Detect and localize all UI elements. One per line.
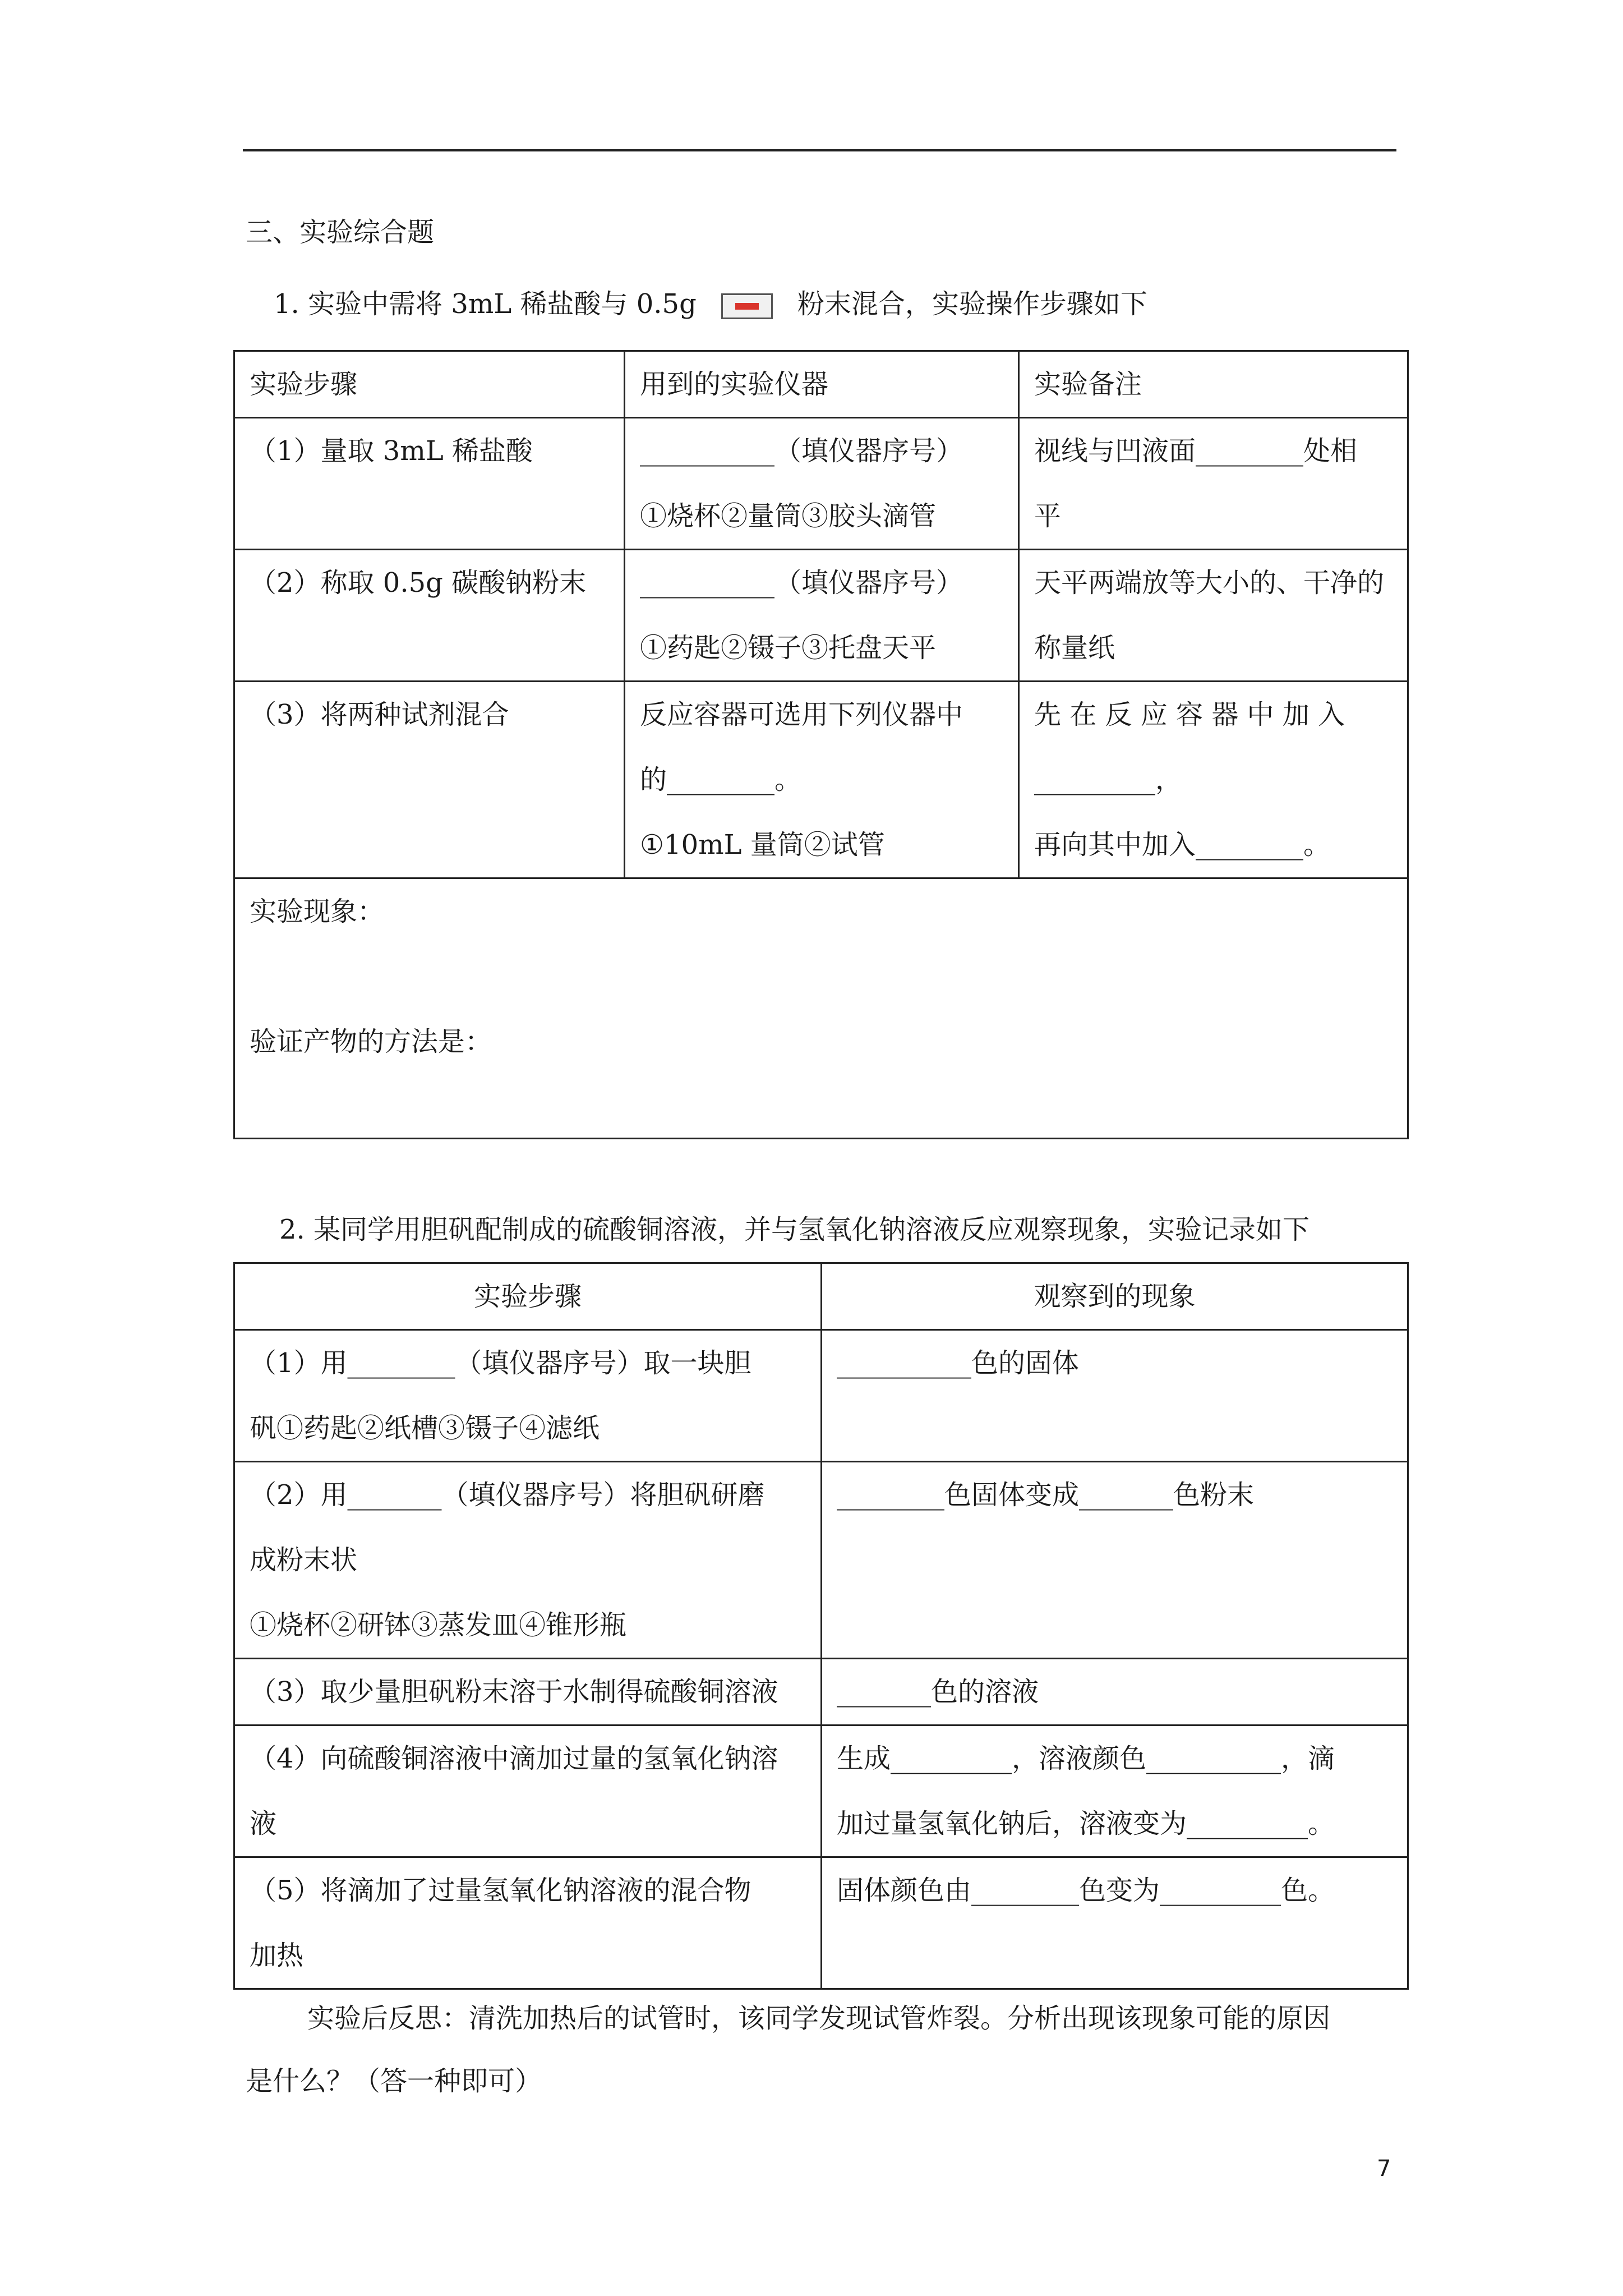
q2-intro: 2. 某同学用胆矾配制成的硫酸铜溶液，并与氢氧化钠溶液反应观察现象，实验记录如下 xyxy=(279,1214,1310,1245)
q1-header-step: 实验步骤 xyxy=(234,351,625,418)
q2-step-5-line-1: （5）将滴加了过量氢氧化钠溶液的混合物 xyxy=(250,1875,751,1906)
q1-instrument-3-line-2: 的________。 xyxy=(640,764,802,795)
q1-instrument-2-line-1: __________（填仪器序号） xyxy=(640,567,963,599)
q1-step-2 xyxy=(234,550,625,682)
q2-step-1 xyxy=(234,1330,822,1462)
q1-phenomenon-blank xyxy=(250,944,1393,1009)
table-row xyxy=(234,1659,1408,1726)
q1-note-2-line-1: 天平两端放等大小的、干净的 xyxy=(1034,567,1385,599)
q1-intro-after: 粉末混合，实验操作步骤如下 xyxy=(797,288,1147,320)
q2-step-3 xyxy=(234,1659,822,1726)
broken-image-icon xyxy=(721,293,773,319)
q2-observation-5-line-1: 固体颜色由________色变为_________色。 xyxy=(837,1875,1335,1906)
q2-observation-1-line-1: __________色的固体 xyxy=(837,1347,1080,1379)
q2-header-row xyxy=(234,1263,1408,1330)
q2-step-4 xyxy=(234,1726,822,1857)
q2-header-step: 实验步骤 xyxy=(234,1263,822,1330)
q1-note-1-line-2: 平 xyxy=(1034,500,1062,532)
q2-step-2-line-2: 成粉末状 xyxy=(250,1544,358,1576)
q2-step-2-line-1: （2）用_______（填仪器序号）将胆矾研磨 xyxy=(250,1479,765,1511)
q1-header-instrument: 用到的实验仪器 xyxy=(625,351,1019,418)
table-row xyxy=(234,1857,1408,1989)
q1-instrument-3 xyxy=(625,682,1019,878)
reflection-line-2: 是什么？（答一种即可） xyxy=(246,2065,542,2097)
q1-instrument-2-line-2: ①药匙②镊子③托盘天平 xyxy=(640,632,937,664)
q1-note-1-line-1: 视线与凹液面________处相 xyxy=(1034,435,1358,467)
table-row xyxy=(234,1330,1408,1462)
q1-note-2 xyxy=(1019,550,1408,682)
table-row xyxy=(234,418,1408,550)
q1-note-3-line-1: 先 在 反 应 容 器 中 加 入 xyxy=(1034,699,1345,730)
q1-table xyxy=(233,350,1409,1139)
q2-table xyxy=(233,1262,1409,1990)
table-row xyxy=(234,1726,1408,1857)
q2-step-5-line-2: 加热 xyxy=(250,1940,304,1971)
q1-note-2-line-2: 称量纸 xyxy=(1034,632,1115,664)
reflection-line-1: 实验后反思：清洗加热后的试管时，该同学发现试管炸裂。分析出现该现象可能的原因 xyxy=(307,2003,1331,2034)
q2-step-4-line-1: （4）向硫酸铜溶液中滴加过量的氢氧化钠溶 xyxy=(250,1743,778,1774)
q1-note-3-line-2: _________， xyxy=(1034,764,1183,795)
q2-observation-2-line-1: ________色固体变成_______色粉末 xyxy=(837,1479,1255,1511)
header-rule xyxy=(243,149,1396,151)
q2-step-2-line-3: ①烧杯②研钵③蒸发皿④锥形瓶 xyxy=(250,1609,627,1641)
q2-step-2 xyxy=(234,1462,822,1659)
q1-instrument-1-line-2: ①烧杯②量筒③胶头滴管 xyxy=(640,500,937,532)
q1-step-3 xyxy=(234,682,625,878)
q1-instrument-3-line-1: 反应容器可选用下列仪器中 xyxy=(640,699,963,730)
q1-instrument-2 xyxy=(625,550,1019,682)
q2-step-1-line-2: 矾①药匙②纸槽③镊子④滤纸 xyxy=(250,1412,600,1444)
q1-step-1-line-1: （1）量取 3mL 稀盐酸 xyxy=(250,435,533,467)
q1-verify-label: 验证产物的方法是： xyxy=(250,1026,492,1057)
q1-instrument-1-line-1: __________（填仪器序号） xyxy=(640,435,963,467)
q2-observation-1 xyxy=(822,1330,1408,1462)
table-row xyxy=(234,550,1408,682)
q1-instrument-3-line-3: ①10mL 量筒②试管 xyxy=(640,829,885,861)
q2-observation-4-line-1: 生成_________，溶液颜色__________，滴 xyxy=(837,1743,1335,1774)
q2-header-observation: 观察到的现象 xyxy=(822,1263,1408,1330)
q1-note-3-line-3: 再向其中加入________。 xyxy=(1034,829,1331,861)
q2-observation-2 xyxy=(822,1462,1408,1659)
q1-intro xyxy=(274,272,1147,337)
q1-intro-before: 1. 实验中需将 3mL 稀盐酸与 0.5g xyxy=(274,288,697,320)
q1-step-2-line-1: （2）称取 0.5g 碳酸钠粉末 xyxy=(250,567,587,599)
q2-observation-5 xyxy=(822,1857,1408,1989)
q2-step-3-line-1: （3）取少量胆矾粉末溶于水制得硫酸铜溶液 xyxy=(250,1676,778,1708)
q1-instrument-1 xyxy=(625,418,1019,550)
section-title: 三、实验综合题 xyxy=(246,217,435,248)
q2-observation-3-line-1: _______色的溶液 xyxy=(837,1676,1039,1708)
q2-step-1-line-1: （1）用________（填仪器序号）取一块胆 xyxy=(250,1347,751,1379)
q1-note-3 xyxy=(1019,682,1408,878)
q1-step-3-line-1: （3）将两种试剂混合 xyxy=(250,699,509,730)
q1-phenomenon-cell xyxy=(234,878,1408,1139)
q2-observation-4-line-2: 加过量氢氧化钠后，溶液变为_________。 xyxy=(837,1808,1335,1839)
q1-phenomenon-row xyxy=(234,878,1408,1139)
q2-observation-3 xyxy=(822,1659,1408,1726)
table-row xyxy=(234,682,1408,878)
table-row xyxy=(234,1462,1408,1659)
q1-phenomenon-label: 实验现象： xyxy=(250,896,385,927)
q1-step-1 xyxy=(234,418,625,550)
q2-step-5 xyxy=(234,1857,822,1989)
q2-step-4-line-2: 液 xyxy=(250,1808,277,1839)
q1-header-row xyxy=(234,351,1408,418)
q1-header-note: 实验备注 xyxy=(1019,351,1408,418)
page-number: 7 xyxy=(1377,2156,1391,2182)
q1-note-1 xyxy=(1019,418,1408,550)
q2-observation-4 xyxy=(822,1726,1408,1857)
